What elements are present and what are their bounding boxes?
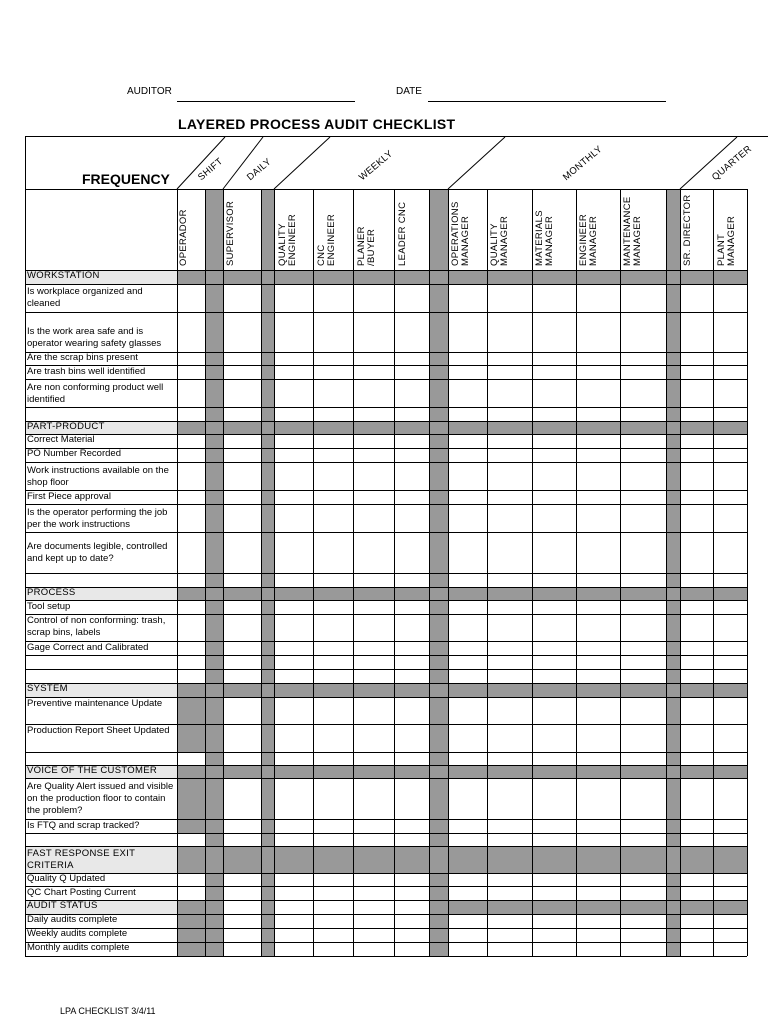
question-non-conforming: Are non conforming product well identified (27, 382, 164, 405)
hline (25, 655, 747, 656)
hline (25, 846, 747, 847)
date-label: DATE (396, 86, 422, 97)
freq-shift: SHIFT (195, 155, 226, 183)
vline (680, 189, 681, 956)
hline-role-bottom (25, 270, 747, 271)
gray-row-audit-status (448, 900, 747, 914)
vline (429, 189, 430, 956)
hline (25, 504, 747, 505)
role-quality-manager: QUALITY MANAGER (489, 215, 510, 266)
question-gage-correct: Gage Correct and Calibrated (27, 642, 149, 653)
hline (25, 421, 747, 422)
hline (25, 833, 747, 834)
question-workplace-organized: Is workplace organized and cleaned (27, 286, 143, 309)
hline (25, 587, 747, 588)
role-leader-cnc: LEADER CNC (397, 201, 408, 266)
vline (353, 189, 354, 956)
section-part-product: PART-PRODUCT (27, 421, 105, 432)
question-trash-bins: Are trash bins well identified (27, 366, 146, 377)
gray-row-system (177, 683, 747, 697)
role-supervisor: SUPERVISOR (225, 200, 236, 266)
hline (25, 683, 747, 684)
section-workstation: WORKSTATION (27, 270, 100, 281)
vline (394, 189, 395, 956)
vline (205, 189, 206, 956)
hline (25, 900, 747, 901)
question-ftq-scrap: Is FTQ and scrap tracked? (27, 820, 140, 831)
section-fast-response: FAST RESPONSE EXIT CRITERIA (27, 848, 135, 871)
question-preventive-maintenance: Preventive maintenance Update (27, 698, 163, 709)
vline-right (747, 189, 748, 956)
hline-table-bottom (25, 956, 747, 957)
role-materials-manager: MATERIALS MANAGER (534, 210, 555, 266)
question-operator-performing: Is the operator performing the job per the work instructions (27, 507, 168, 530)
vline (313, 189, 314, 956)
freq-monthly: MONTHLY (560, 143, 605, 183)
hline (25, 284, 747, 285)
vline (274, 189, 275, 956)
role-operations-manager: OPERATIONS MANAGER (450, 201, 471, 266)
question-tool-setup: Tool setup (27, 601, 71, 612)
freq-quarterly: QUARTER (709, 143, 755, 183)
vline (666, 189, 667, 956)
page-title: LAYERED PROCESS AUDIT CHECKLIST (178, 116, 456, 132)
gray-row-voice (177, 765, 747, 778)
vline (223, 189, 224, 956)
vline (620, 189, 621, 956)
question-correct-material: Correct Material (27, 434, 95, 445)
hline (25, 573, 747, 574)
vline (261, 189, 262, 956)
question-po-number: PO Number Recorded (27, 448, 121, 459)
gray-row-part-product (177, 421, 747, 434)
question-daily-audits: Daily audits complete (27, 914, 118, 925)
section-voice-of-customer: VOICE OF THE CUSTOMER (27, 765, 157, 776)
question-qc-chart: QC Chart Posting Current (27, 887, 136, 898)
role-cnc-engineer: CNC ENGINEER (316, 213, 337, 266)
hline (25, 407, 747, 408)
hline (25, 532, 747, 533)
section-process: PROCESS (27, 587, 76, 598)
frequency-diagonals (0, 0, 768, 200)
vline (713, 189, 714, 956)
role-operador: OPERADOR (178, 209, 189, 266)
question-weekly-audits: Weekly audits complete (27, 928, 128, 939)
freq-weekly: WEEKLY (356, 148, 396, 183)
hline (25, 669, 747, 670)
question-work-instructions: Work instructions available on the shop floor (27, 465, 169, 488)
role-quality-engineer: QUALITY ENGINEER (277, 213, 298, 266)
hline (25, 778, 747, 779)
vline (487, 189, 488, 956)
role-planer-buyer: PLANER /BUYER (356, 226, 377, 266)
frequency-label: FREQUENCY (82, 171, 170, 187)
role-mantenance-manager: MANTENANCE MANAGER (622, 196, 643, 266)
vline (448, 189, 449, 956)
freq-daily: DAILY (244, 156, 274, 183)
role-engineer-manager: ENGINEER MANAGER (578, 213, 599, 266)
question-monthly-audits: Monthly audits complete (27, 942, 130, 953)
vline (177, 189, 178, 956)
vline (576, 189, 577, 956)
question-work-area-safe: Is the work area safe and is operator wearing safety glasses (27, 326, 162, 349)
gray-row-fast-response (177, 846, 747, 873)
vline-left (25, 136, 26, 956)
gray-row-process (177, 587, 747, 600)
question-quality-q: Quality Q Updated (27, 873, 106, 884)
role-sr-director: SR. DIRECTOR (682, 194, 693, 266)
hline (25, 379, 747, 380)
gray-row-workstation (177, 270, 747, 284)
question-scrap-bins: Are the scrap bins present (27, 352, 138, 363)
hline (25, 462, 747, 463)
question-quality-alert: Are Quality Alert issued and visible on the production floor to contain the problem? (27, 781, 174, 816)
hline (25, 752, 747, 753)
question-documents-legible: Are documents legible, controlled and kept up to date? (27, 541, 168, 564)
question-first-piece: First Piece approval (27, 491, 111, 502)
auditor-label: AUDITOR (127, 86, 172, 97)
gray-block-voice-operator (177, 778, 205, 833)
footer-text: LPA CHECKLIST 3/4/11 (60, 1006, 156, 1016)
hline (25, 312, 747, 313)
section-audit-status: AUDIT STATUS (27, 900, 98, 911)
question-control-non-conforming: Control of non conforming: trash, scrap bins, labels (27, 615, 166, 638)
role-plant-manager: PLANT MANAGER (716, 215, 737, 266)
question-production-report: Production Report Sheet Updated (27, 725, 170, 736)
section-system: SYSTEM (27, 683, 68, 694)
vline (532, 189, 533, 956)
